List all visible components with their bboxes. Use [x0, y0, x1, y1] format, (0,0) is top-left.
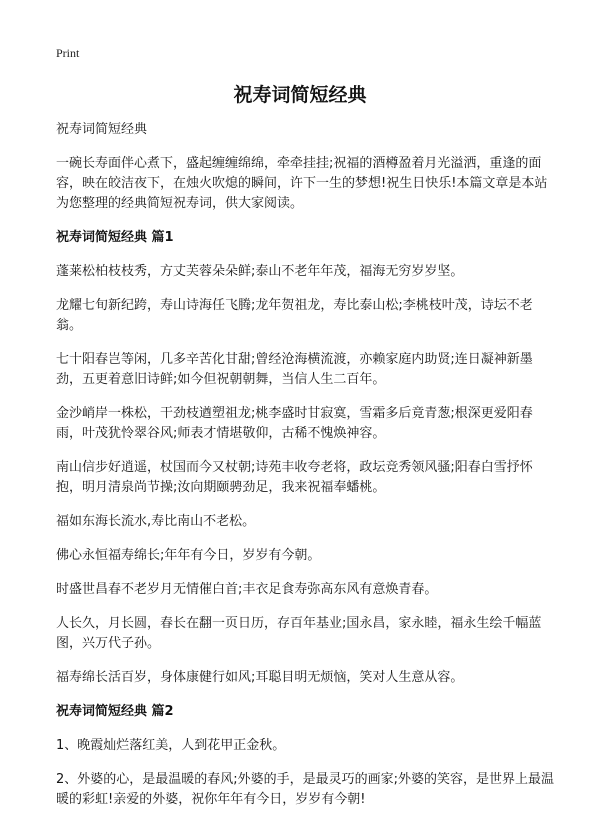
section-heading-2: 祝寿词简短经典 篇2 — [56, 704, 174, 719]
page-title: 祝寿词简短经典 — [233, 84, 367, 106]
section-2-paragraph: 1、晚霞灿烂落红美，人到花甲正金秋。 — [56, 738, 286, 753]
section-1-paragraph: 福寿绵长活百岁，身体康健行如风;耳聪目明无烦恼，笑对人生意从容。 — [56, 670, 464, 685]
section-2-paragraph: 2、外婆的心，是最温暖的春风;外婆的手，是最灵巧的画家;外婆的笑容，是世界上最温暖的彩虹!亲爱的外婆，祝你年年有今日，岁岁有今朝! — [56, 772, 555, 807]
intro-subtitle: 祝寿词简短经典 — [56, 122, 148, 137]
section-heading-1: 祝寿词简短经典 篇1 — [56, 230, 174, 245]
section-1-paragraph: 龙耀七旬新纪跨，寿山诗海任飞腾;龙年贺祖龙，寿比泰山松;李桃枝叶茂，诗坛不老翁。 — [56, 298, 533, 333]
section-1-paragraph: 时盛世昌春不老岁月无情催白首;丰衣足食寿弥高东风有意焕青春。 — [56, 582, 438, 597]
section-1-paragraph: 佛心永恒福寿绵长;年年有今日，岁岁有今朝。 — [56, 548, 321, 563]
section-1-paragraph: 人长久，月长圆，春长在翻一页日历，存百年基业;国永昌，家永睦，福永生绘千幅蓝图，兴万代子孙。 — [56, 616, 542, 651]
intro-paragraph: 一碗长寿面伴心煮下，盛起缠缠绵绵，牵牵挂挂;祝福的酒樽盈着月光溢洒，重逢的面容，映在皎洁夜下，在烛火吹熄的瞬间，许下一生的梦想!祝生日快乐!本篇文章是本站为您整理的经典简短祝寿词，供大家阅读。 — [56, 156, 548, 211]
print-link[interactable]: Print — [56, 46, 80, 60]
article-body — [56, 120, 556, 824]
section-1-paragraph: 南山信步好逍遥，杖国而今又杖朝;诗苑丰收夸老将，政坛竞秀领风骚;阳春白雪抒怀抱，明月清泉尚节操;汝向期颐骋劲足，我来祝福奉蟠桃。 — [56, 460, 533, 495]
section-1-paragraph: 福如东海长流水,寿比南山不老松。 — [56, 514, 256, 529]
section-1-paragraph: 七十阳春岂等闲，几多辛苦化甘甜;曾经沧海横流渡，亦赖家庭内助贤;连日凝神新墨劲，五更着意旧诗鲜;如今但祝朝朝舞，当信人生二百年。 — [56, 352, 533, 387]
section-1-paragraph: 金沙峭岸一株松，干劲枝遒塑祖龙;桃李盛时甘寂寞，雪霜多后竟青葱;根深更爱阳春雨，叶茂犹怜翠谷风;师表才情堪敬仰，古稀不愧焕神容。 — [56, 406, 533, 441]
section-1-paragraph: 蓬莱松柏枝枝秀，方丈芙蓉朵朵鲜;泰山不老年年茂，福海无穷岁岁坚。 — [56, 264, 464, 279]
